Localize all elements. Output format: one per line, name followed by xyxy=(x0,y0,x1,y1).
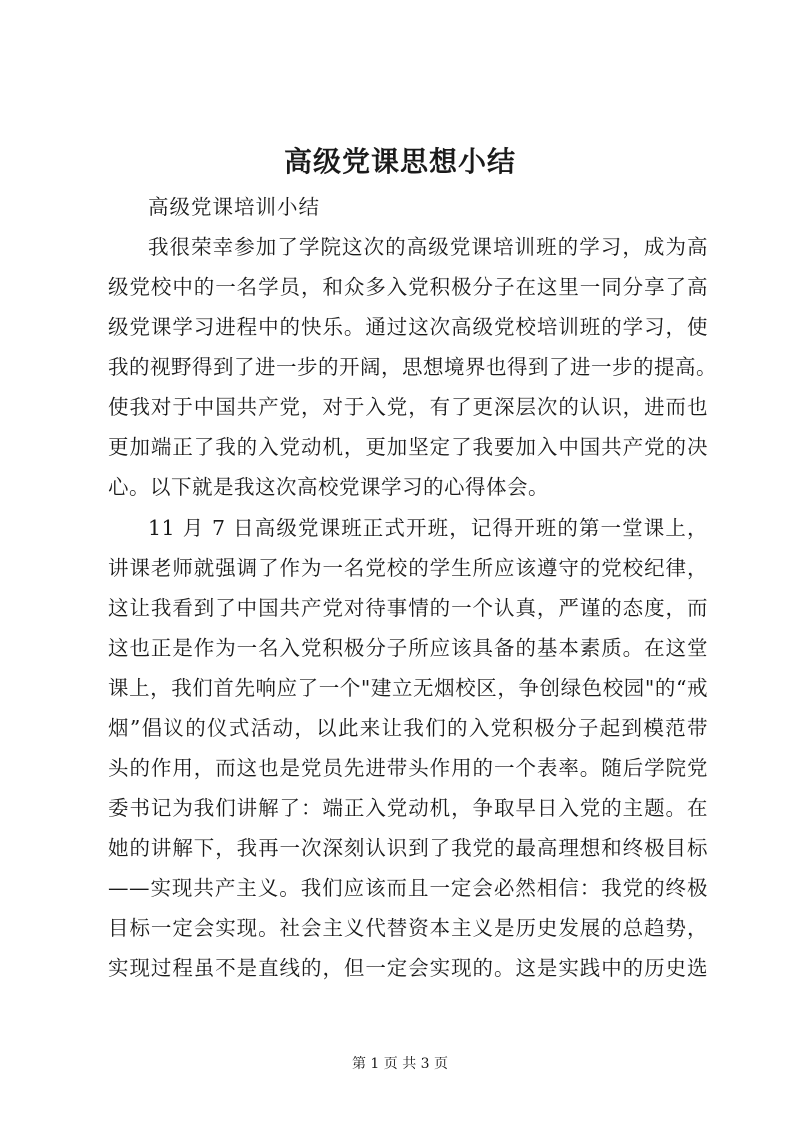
paragraph-line: 这也正是作为一名入党积极分子所应该具备的基本素质。在这堂 xyxy=(108,636,708,660)
paragraph-line: 课上，我们首先响应了一个"建立无烟校区，争创绿色校园"的“戒 xyxy=(108,676,708,700)
paragraph-line: 使我对于中国共产党，对于入党，有了更深层次的认识，进而也 xyxy=(108,395,708,419)
paragraph-line: 我很荣幸参加了学院这次的高级党课培训班的学习，成为高 xyxy=(148,235,708,259)
paragraph-line: 11 月 7 日高级党课班正式开班，记得开班的第一堂课上， xyxy=(148,516,708,540)
paragraph-line: 级党课学习进程中的快乐。通过这次高级党校培训班的学习，使 xyxy=(108,315,708,339)
paragraph-line: 委书记为我们讲解了：端正入党动机，争取早日入党的主题。在 xyxy=(108,796,708,820)
paragraph-line: 这让我看到了中国共产党对待事情的一个认真，严谨的态度，而 xyxy=(108,596,708,620)
paragraph-line: 讲课老师就强调了作为一名党校的学生所应该遵守的党校纪律， xyxy=(108,556,708,580)
paragraph-line: 实现过程虽不是直线的，但一定会实现的。这是实践中的历史选 xyxy=(108,956,708,980)
document-subtitle: 高级党课培训小结 xyxy=(148,195,320,219)
paragraph-line: 心。以下就是我这次高校党课学习的心得体会。 xyxy=(108,475,549,499)
paragraph-line: 目标一定会实现。社会主义代替资本主义是历史发展的总趋势， xyxy=(108,916,708,940)
paragraph-line: 我的视野得到了进一步的开阔，思想境界也得到了进一步的提高。 xyxy=(108,355,717,379)
paragraph-line: 烟”倡议的仪式活动，以此来让我们的入党积极分子起到模范带 xyxy=(108,716,708,740)
paragraph-line: ——实现共产主义。我们应该而且一定会必然相信：我党的终极 xyxy=(108,876,708,900)
paragraph-line: 她的讲解下，我再一次深刻认识到了我党的最高理想和终极目标 xyxy=(108,836,708,860)
page-title: 高级党课思想小结 xyxy=(283,145,516,178)
paragraph-line: 头的作用，而这也是党员先进带头作用的一个表率。随后学院党 xyxy=(108,756,708,780)
page-number-footer: 第 1 页 共 3 页 xyxy=(351,1056,449,1072)
paragraph-line: 级党校中的一名学员，和众多入党积极分子在这里一同分享了高 xyxy=(108,275,708,299)
paragraph-line: 更加端正了我的入党动机，更加坚定了我要加入中国共产党的决 xyxy=(108,435,708,459)
